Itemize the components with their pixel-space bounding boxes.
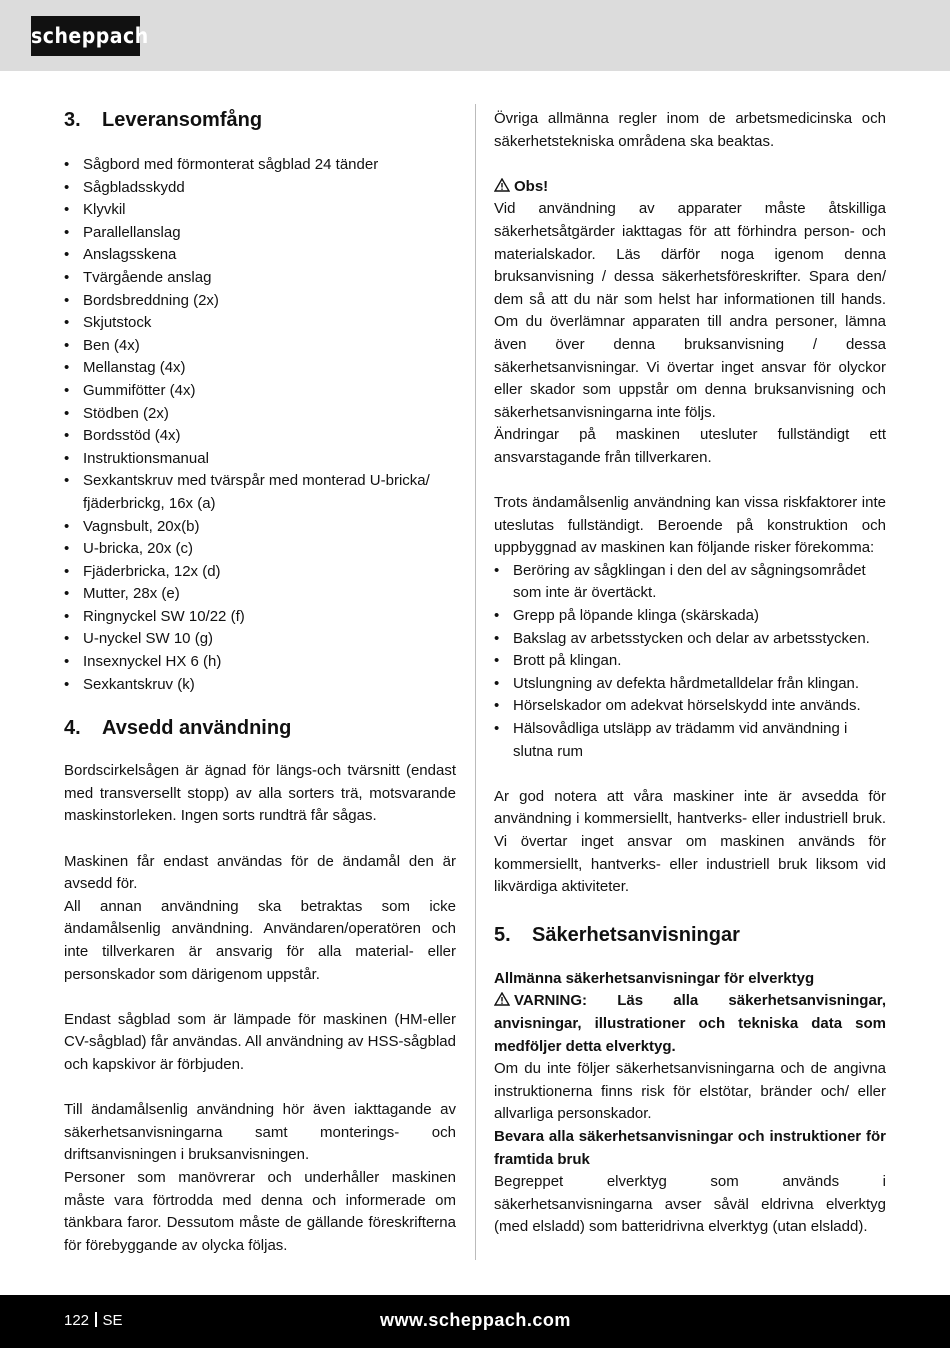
- list-item: • Utslungning av defekta hårdmetalldelar från klingan.: [494, 673, 886, 696]
- paragraph: All annan användning ska betraktas som icke ändamålsenlig användning. Användaren/operatören och inte tillverkaren är ansvarig för alla material- eller personskador som därigenom uppstår.: [64, 897, 456, 983]
- paragraph: Ar god notera att våra maskiner inte är avsedda för användning i kommersiellt, hantverks- eller industriell bruk. Vi övertar inget ansvar om maskinen används för kommersiellt, hantverks- eller industriell bruk liksom vid likvärdiga aktiviteter.: [494, 787, 886, 896]
- paragraph: Begreppet elverktyg som används i säkerhetsanvisningarna avser såväl eldrivna elverktyg (med elsladd) som batteridrivna elverktyg (utan elsladd).: [494, 1173, 886, 1236]
- warning-icon: [494, 992, 510, 1006]
- list-item: • Vagnsbult, 20x(b): [64, 516, 456, 539]
- paragraph: Ändringar på maskinen utesluter fullständigt ett ansvarstagande från tillverkaren.: [494, 426, 886, 466]
- list-item: • Fjäderbricka, 12x (d): [64, 561, 456, 584]
- list-item: • Sexkantskruv med tvärspår med monterad U-bricka/ fjäderbrickg, 16x (a): [64, 470, 456, 515]
- list-item: • Mutter, 28x (e): [64, 583, 456, 606]
- list-item: • Skjutstock: [64, 312, 456, 335]
- paragraph: Övriga allmänna regler inom de arbetsmedicinska och säkerhetstekniska områdena ska beaktas.: [494, 110, 886, 150]
- paragraph: Personer som manövrerar och underhåller maskinen måste vara förtrodda med denna och informerade om tänkbara faror. Dessutom måste de gällande föreskrifterna för förebyggande av olycka följas.: [64, 1168, 456, 1254]
- paragraph: Till ändamålsenlig användning hör även iakttagande av säkerhetsanvisningarna samt monterings- och driftsanvisningen i bruksanvisningen.: [64, 1101, 456, 1164]
- list-item: • Grepp på löpande klinga (skärskada): [494, 605, 886, 628]
- list-item: • Sågbladsskydd: [64, 177, 456, 200]
- subheading: Bevara alla säkerhetsanvisningar och instruktioner för framtida bruk: [494, 1127, 886, 1168]
- section-3-heading: 3. Leveransomfång: [64, 109, 263, 131]
- list-item: • Tvärgående anslag: [64, 267, 456, 290]
- column-divider: [475, 104, 476, 1260]
- list-item: • Brott på klingan.: [494, 650, 886, 673]
- section-5-heading: 5. Säkerhetsanvisningar: [494, 923, 740, 946]
- warning-text: VARNING: Läs alla säkerhetsanvisningar, anvisningar, illustrationer och tekniska data som medföljer detta elverktyg.: [494, 992, 886, 1055]
- list-item: • Gummifötter (4x): [64, 380, 456, 403]
- right-column: [494, 108, 886, 1239]
- paragraph: Vid användning av apparater måste åtskilliga säkerhetsåtgärder iakttagas för att förhindra person- och materialskador. Läs därför noga igenom denna bruksanvisning / dessa säkerhetsföreskrifter. Spara den/ dem så att du när som helst har informationen till hands. Om du överlämnar apparaten till andra personer, lämna även över denna bruksanvisning / dessa säkerhetsanvisningar. Vi övertar inget ansvar för olyckor eller skador som uppstår om denna bruksanvisning och säkerhetsanvisningarna inte följs.: [494, 200, 886, 421]
- list-item: • Insexnyckel HX 6 (h): [64, 651, 456, 674]
- list-item: • U-bricka, 20x (c): [64, 538, 456, 561]
- paragraph: Maskinen får endast användas för de ändamål den är avsedd för.: [64, 852, 456, 893]
- list-item: • Instruktionsmanual: [64, 448, 456, 471]
- list-item: • Stödben (2x): [64, 403, 456, 426]
- list-item: • Sågbord med förmonterat sågblad 24 tänder: [64, 154, 456, 177]
- list-item: • Bakslag av arbetsstycken och delar av arbetsstycken.: [494, 628, 886, 651]
- paragraph: Trots ändamålsenlig användning kan vissa riskfaktorer inte uteslutas fullständigt. Beroende på konstruktion och uppbyggnad av maskinen kan följande risker förekomma:: [494, 494, 886, 557]
- page-number: 122 SE: [64, 1312, 123, 1329]
- subheading: Allmänna säkerhetsanvisningar för elverktyg: [494, 969, 815, 987]
- list-item: • Ringnyckel SW 10/22 (f): [64, 606, 456, 629]
- list-item: • Parallellanslag: [64, 222, 456, 245]
- risk-list: [494, 560, 886, 763]
- paragraph: Om du inte följer säkerhetsanvisningarna och de angivna instruktionerna finns risk för elstötar, bränder och/ eller allvarliga personskador.: [494, 1060, 886, 1123]
- obs-note: Obs!: [494, 176, 886, 199]
- warning-icon: [494, 178, 510, 192]
- list-item: • U-nyckel SW 10 (g): [64, 628, 456, 651]
- list-item: • Mellanstag (4x): [64, 357, 456, 380]
- list-item: • Hälsovådliga utsläpp av trädamm vid användning i slutna rum: [494, 718, 886, 763]
- website-url: www.scheppach.com: [380, 1310, 571, 1330]
- paragraph: Endast sågblad som är lämpade för maskinen (HM-eller CV-sågblad) får användas. All användning av HSS-sågblad och kapskivor är förbjuden.: [64, 1010, 456, 1073]
- list-item: • Bordsbreddning (2x): [64, 290, 456, 313]
- left-column: [64, 108, 456, 1257]
- list-item: • Sexkantskruv (k): [64, 674, 456, 697]
- list-item: • Anslagsskena: [64, 244, 456, 267]
- list-item: • Klyvkil: [64, 199, 456, 222]
- list-item: • Bordsstöd (4x): [64, 425, 456, 448]
- list-item: • Hörselskador om adekvat hörselskydd inte används.: [494, 695, 886, 718]
- section-4-heading: 4. Avsedd användning: [64, 717, 292, 740]
- list-item: • Beröring av sågklingan i den del av sågningsområdet som inte är övertäckt.: [494, 560, 886, 605]
- list-item: • Ben (4x): [64, 335, 456, 358]
- header-bar: [0, 0, 950, 71]
- delivery-list: [64, 154, 456, 696]
- footer-bar: [0, 1295, 950, 1348]
- paragraph: Bordscirkelsågen är ägnad för längs-och tvärsnitt (endast med transversellt stopp) av alla sorters trä, motsvarande maskinstorleken. Ingen sorts rundträ får sågas.: [64, 762, 456, 825]
- scheppach-logo: scheppach: [31, 16, 140, 56]
